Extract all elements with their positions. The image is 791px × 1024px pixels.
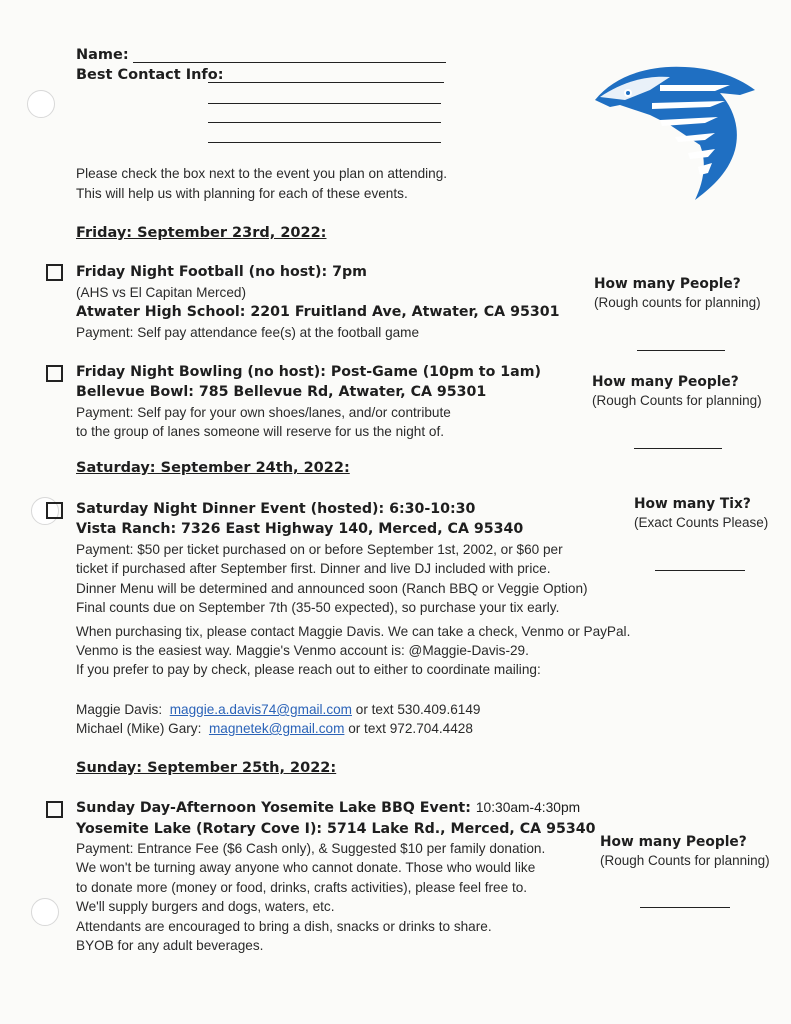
intro-line-1: Please check the box next to the event you plan on attending. [76, 166, 448, 181]
dinner-purchase-line-3: If you prefer to pay by check, please reach out to either to coordinate mailing: [76, 662, 541, 677]
bowling-line-2: to the group of lanes someone will reserve for us the night of. [76, 424, 444, 439]
punch-hole-top [27, 90, 55, 118]
bowling-count-title: How many People? [592, 374, 739, 390]
dinner-line-1: Payment: $50 per ticket purchased on or before September 1st, 2002, or $60 per [76, 542, 563, 557]
bbq-title-row [76, 798, 580, 818]
checkbox-bbq[interactable] [46, 801, 63, 818]
bowling-title: Friday Night Bowling (no host): Post-Game (10pm to 1am) [76, 364, 541, 380]
bbq-location: Yosemite Lake (Rotary Cove I): 5714 Lake Rd., Merced, CA 95340 [76, 821, 596, 837]
football-title: Friday Night Football (no host): 7pm [76, 264, 367, 280]
intro-line-2: This will help us with planning for each of these events. [76, 186, 408, 201]
contact-field-1[interactable] [208, 69, 444, 83]
bowling-location: Bellevue Bowl: 785 Bellevue Rd, Atwater, CA 95301 [76, 384, 487, 400]
bbq-line-3: to donate more (money or food, drinks, crafts activities), please feel free to. [76, 880, 528, 895]
bbq-line-4: We'll supply burgers and dogs, waters, etc. [76, 899, 335, 914]
bowling-count-sub: (Rough Counts for planning) [592, 393, 762, 408]
punch-hole-bottom [31, 898, 59, 926]
football-payment: Payment: Self pay attendance fee(s) at the football game [76, 325, 420, 340]
bbq-count-field[interactable] [640, 895, 730, 908]
bbq-line-5: Attendants are encouraged to bring a dish, snacks or drinks to share. [76, 919, 492, 934]
dinner-count-field[interactable] [655, 558, 745, 571]
football-line-1: (AHS vs El Capitan Merced) [76, 285, 246, 300]
contact-label: Best Contact Info: [76, 67, 224, 83]
dinner-count-sub: (Exact Counts Please) [634, 515, 769, 530]
contact-phone: or text 972.704.4428 [348, 721, 473, 736]
checkbox-dinner[interactable] [46, 502, 63, 519]
bbq-line-1: Payment: Entrance Fee ($6 Cash only), & Suggested $10 per family donation. [76, 841, 546, 856]
contact-row-maggie [76, 700, 481, 720]
dinner-line-3: Dinner Menu will be determined and announced soon (Ranch BBQ or Veggie Option) [76, 581, 588, 596]
bowling-count-field[interactable] [634, 436, 722, 449]
dinner-line-4: Final counts due on September 7th (35-50 expected), so purchase your tix early. [76, 600, 560, 615]
contact-row-mike [76, 719, 473, 739]
checkbox-football[interactable] [46, 264, 63, 281]
dinner-location: Vista Ranch: 7326 East Highway 140, Merced, CA 95340 [76, 521, 524, 537]
contact-field-2[interactable] [208, 90, 441, 104]
dinner-purchase-line-1: When purchasing tix, please contact Maggie Davis. We can take a check, Venmo or PayPal. [76, 624, 631, 639]
dinner-purchase-line-2: Venmo is the easiest way. Maggie's Venmo account is: @Maggie-Davis-29. [76, 643, 529, 658]
contact-name: Maggie Davis: [76, 702, 163, 717]
contact-phone: or text 530.409.6149 [355, 702, 481, 717]
checkbox-bowling[interactable] [46, 365, 63, 382]
contact-field-3[interactable] [208, 109, 441, 123]
contact-field-4[interactable] [208, 129, 441, 143]
falcon-logo-icon [590, 45, 760, 205]
dinner-count-title: How many Tix? [634, 496, 751, 512]
football-count-title: How many People? [594, 276, 741, 292]
contact-name: Michael (Mike) Gary: [76, 721, 202, 736]
dinner-title: Saturday Night Dinner Event (hosted): 6:30-10:30 [76, 501, 476, 517]
bbq-count-sub: (Rough Counts for planning) [600, 853, 770, 868]
bbq-line-6: BYOB for any adult beverages. [76, 938, 264, 953]
football-location: Atwater High School: 2201 Fruitland Ave, Atwater, CA 95301 [76, 304, 560, 320]
football-count-field[interactable] [637, 338, 725, 351]
bowling-line-1: Payment: Self pay for your own shoes/lanes, and/or contribute [76, 405, 451, 420]
bbq-line-2: We won't be turning away anyone who cannot donate. Those who would like [76, 860, 536, 875]
name-label: Name: [76, 47, 129, 63]
dinner-line-2: ticket if purchased after September first. Dinner and live DJ included with price. [76, 561, 551, 576]
bbq-count-title: How many People? [600, 834, 747, 850]
football-count-sub: (Rough counts for planning) [594, 295, 761, 310]
sunday-header: Sunday: September 25th, 2022: [76, 760, 337, 776]
email-link-mike[interactable]: magnetek@gmail.com [208, 721, 345, 736]
friday-header: Friday: September 23rd, 2022: [76, 225, 327, 241]
bbq-time: 10:30am-4:30pm [475, 800, 581, 815]
bbq-title: Sunday Day-Afternoon Yosemite Lake BBQ Event: [76, 800, 471, 816]
email-link-maggie[interactable]: maggie.a.davis74@gmail.com [169, 702, 352, 717]
saturday-header: Saturday: September 24th, 2022: [76, 460, 350, 476]
name-field[interactable] [133, 49, 446, 63]
